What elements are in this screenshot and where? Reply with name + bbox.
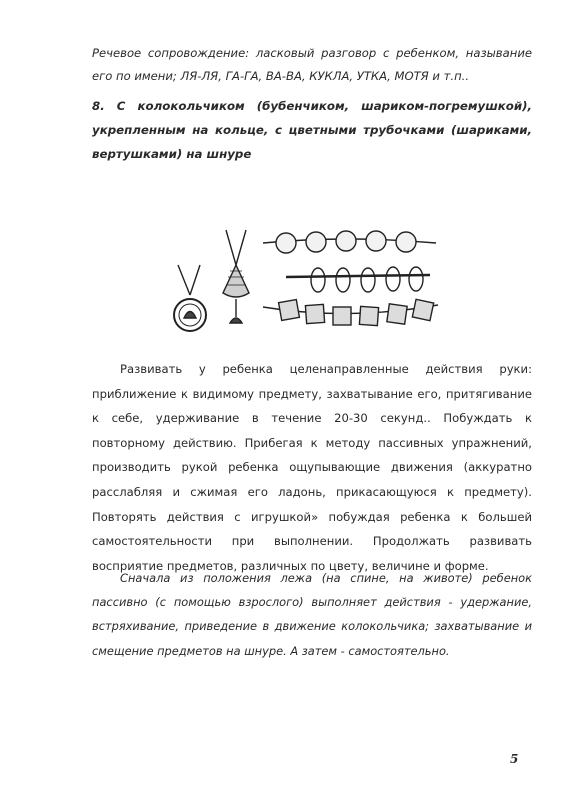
speech-accompaniment-text: ласковый разговор с ребенком, называние его по имени; ЛЯ-ЛЯ, ГА-ГА, ВА-ВА, КУКЛА, УТКА, МОТЯ и т.п.. [92,46,532,83]
closing-text: Сначала из положения лежа (на спине, на животе) ребенок пассивно (с помощью взрослого) выполняет действия - удержание, встряхивание, приведение в движение колокольчика; захватывание и смещение предметов на шнуре. А затем - самостоятельно. [92,571,532,658]
speech-accompaniment-paragraph [92,42,532,88]
tubes-on-cord-icon [263,299,438,325]
rings-on-rod-icon [286,267,430,292]
speech-accompaniment-label: Речевое сопровождение: [92,46,250,60]
section-heading: 8. С колокольчиком (бубенчиком, шариком-погремушкой), укрепленным на кольце, с цветными трубочками (шариками, вертушками) на шнуре [92,99,532,161]
page-number: 5 [510,752,519,766]
closing-paragraph [92,566,532,663]
beads-on-cord-icon [263,231,436,253]
instruction-text: Развивать у ребенка целенаправленные действия руки: приближение к видимому предмету, захватывание его, притягивание к себе, удерживание в течение 20-30 секунд.. Побуждать к повторному действию. Прибегая к методу пассивных упражнений, производить рукой ребенка ощупывающие движения (аккуратно расслабляя и сжимая его ладонь, прикасающуюся к предмету). Повторять действия с игрушкой» побуждая ребенка к большей самостоятельности при выполнении. Продолжать развивать восприятие предметов, различных по цвету, величине и форме. [92,362,532,573]
instruction-paragraph [92,357,532,578]
bell-pendant-icon [223,230,249,323]
toys-illustration [168,225,448,345]
ring-pendant-icon [174,265,206,331]
